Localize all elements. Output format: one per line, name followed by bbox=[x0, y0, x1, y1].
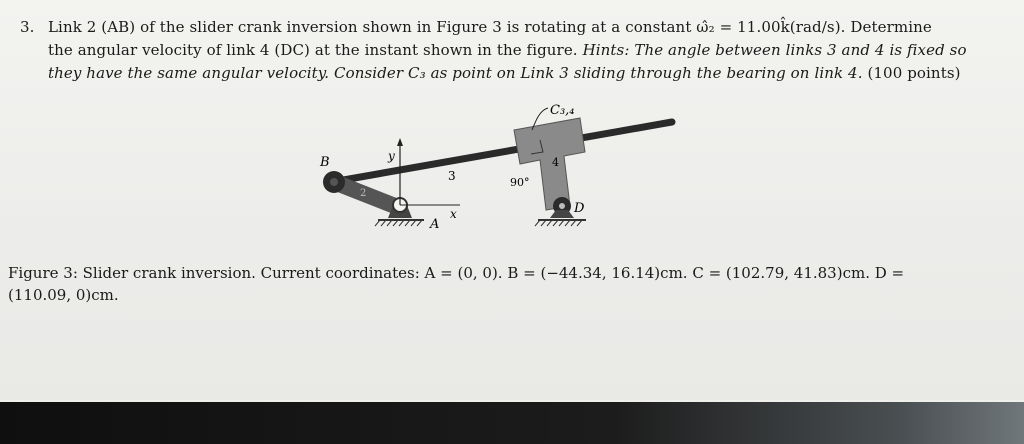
problem-hint: Hints: The angle between links 3 and 4 is fixed so bbox=[582, 41, 967, 59]
problem-line-2 bbox=[20, 39, 1010, 62]
problem-text-3: they have the same angular velocity. Consider C₃ as point on Link 3 sliding through the bearing on link 4. bbox=[48, 64, 863, 82]
label-y: y bbox=[388, 149, 395, 163]
problem-text-1: Link 2 (AB) of the slider crank inversion shown in Figure 3 is rotating at a constant ω̂₂ = 11.00k̂(rad/s). Determine bbox=[48, 18, 932, 36]
problem-text-2: the angular velocity of link 4 (DC) at the instant shown in the figure. bbox=[48, 41, 578, 59]
problem-line-1 bbox=[20, 16, 1010, 39]
label-link-4: 4 bbox=[552, 156, 559, 169]
label-d: D bbox=[574, 201, 585, 216]
label-angle: 90° bbox=[510, 176, 530, 189]
problem-points: (100 points) bbox=[867, 64, 961, 82]
label-b: B bbox=[320, 155, 330, 170]
label-x: x bbox=[450, 207, 457, 221]
problem-statement bbox=[20, 16, 1010, 85]
label-link-3: 3 bbox=[448, 169, 456, 183]
figure-caption bbox=[8, 262, 1013, 306]
slider-crank-figure bbox=[300, 100, 700, 260]
label-c34: C₃,₄ bbox=[550, 103, 575, 118]
problem-line-3 bbox=[20, 62, 1010, 85]
problem-number: 3. bbox=[20, 18, 35, 36]
bottom-dark-band bbox=[0, 402, 1024, 444]
link-4-block bbox=[514, 118, 585, 210]
label-a: A bbox=[430, 217, 440, 232]
link-3-rod bbox=[332, 122, 672, 182]
caption-line-2: (110.09, 0)cm. bbox=[8, 286, 119, 304]
label-link-2: 2 bbox=[360, 188, 367, 199]
caption-line-1: Figure 3: Slider crank inversion. Current coordinates: A = (0, 0). B = (−44.34, 16.14)cm. C = (102.79, 41.83)cm. D = bbox=[8, 264, 905, 282]
